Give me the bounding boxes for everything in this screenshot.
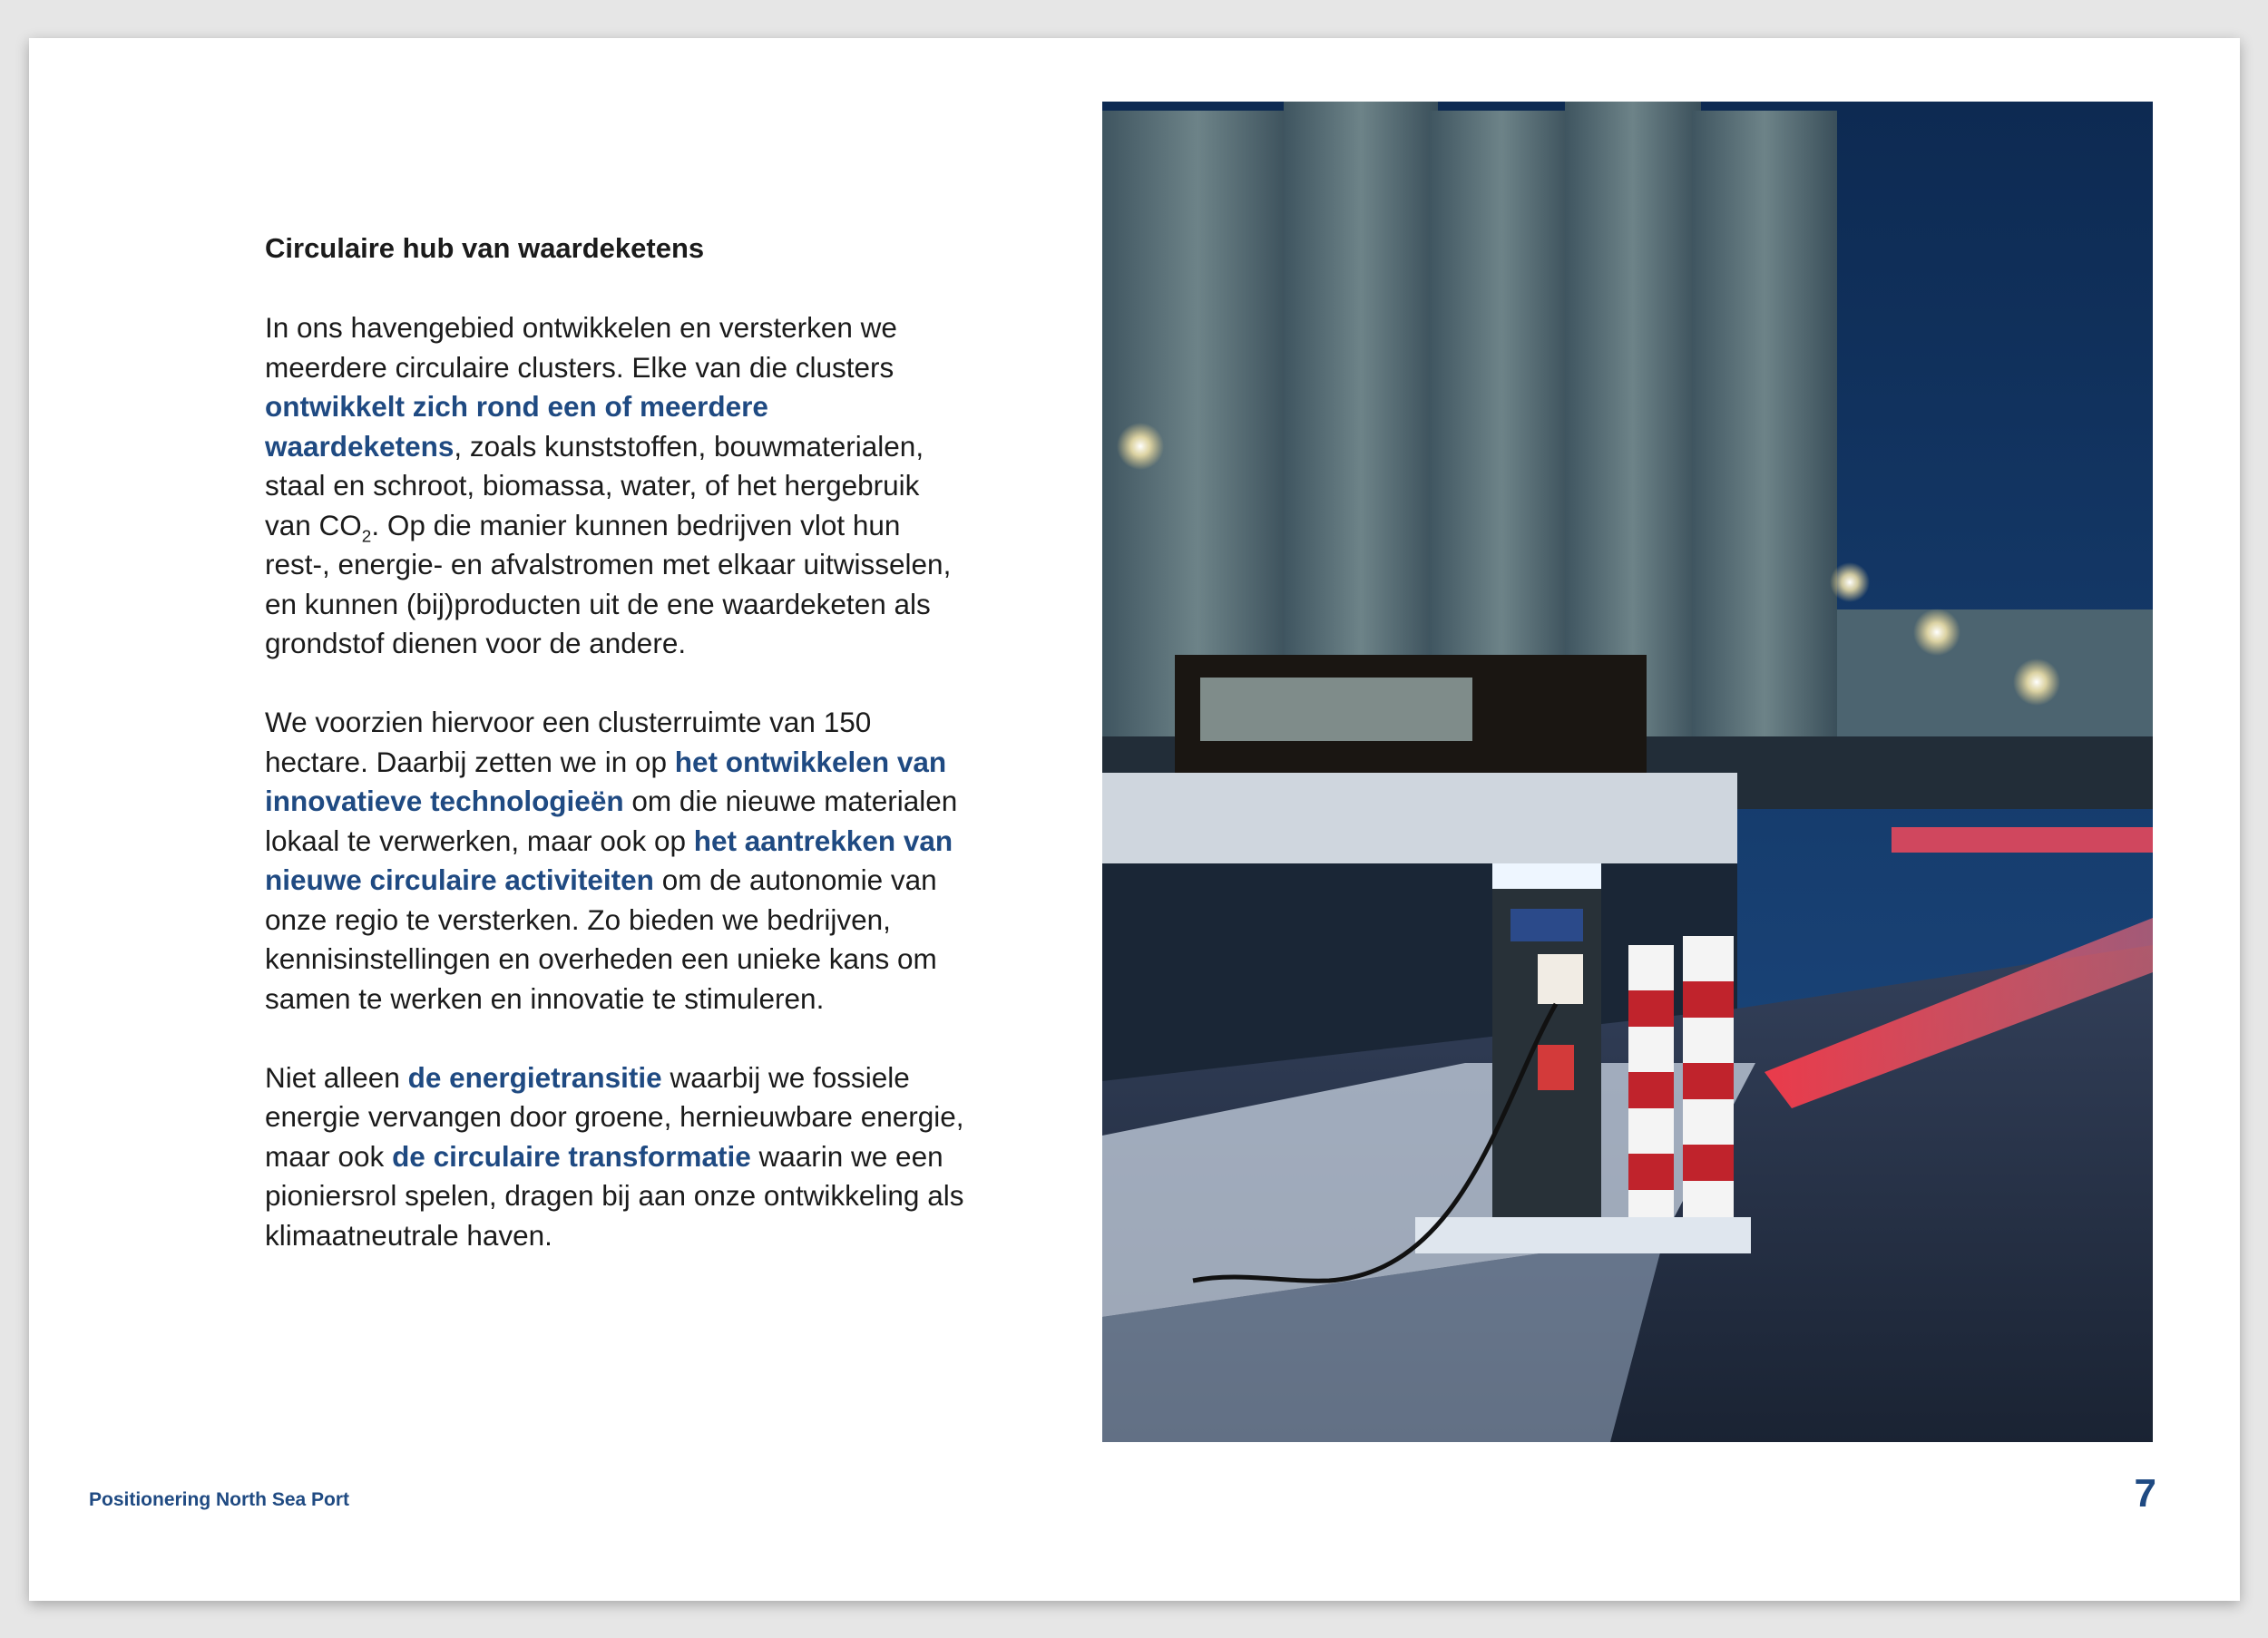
- paragraph-2: [265, 703, 973, 1019]
- paragraph-3: [265, 1058, 973, 1256]
- p3-highlight-1: de energietransitie: [407, 1060, 662, 1094]
- document-page: [29, 38, 2240, 1601]
- document-title-footer: Positionering North Sea Port: [89, 1489, 350, 1510]
- p1-text-d: . Op die manier kunnen bedrijven vlot hun rest-, energie- en afvalstromen met elkaar uitwisselen, en kunnen (bij)producten uit de ene waardeketen als grondstof dienen voor de andere.: [265, 508, 952, 659]
- p2-text-c: om die nieuwe materialen lokaal te verwerken, maar ook op: [265, 785, 958, 857]
- text-column: [265, 229, 973, 1295]
- p3-highlight-2: de circulaire transformatie: [392, 1139, 751, 1173]
- p1-text-c: , zoals kunststoffen, bouwmaterialen, staal en schroot, biomassa, water, of het hergebruik van CO: [265, 429, 924, 541]
- harbor-photo: [1102, 102, 2153, 1442]
- page-number: 7: [2134, 1471, 2156, 1516]
- p3-text-e: waarin we een pioniersrol spelen, dragen bij aan onze ontwikkeling als klimaatneutrale haven.: [265, 1139, 964, 1252]
- p2-highlight-1: het ontwikkelen van innovatieve technologieën: [265, 745, 947, 817]
- p1-text-a: In ons havengebied ontwikkelen en versterken we meerdere circulaire clusters. Elke van die clusters: [265, 311, 897, 384]
- paragraph-1: [265, 308, 973, 664]
- p2-text-e: om de autonomie van onze regio te versterken. Zo bieden we bedrijven, kennisinstellingen en overheden een unieke kans om samen te werken en innovatie te stimuleren.: [265, 863, 937, 1015]
- co2-subscript: 2: [361, 526, 372, 546]
- p2-highlight-2: het aantrekken van nieuwe circulaire activiteiten: [265, 824, 953, 896]
- charging-station-night-scene: [1102, 102, 2153, 1442]
- section-heading: Circulaire hub van waardeketens: [265, 232, 705, 264]
- p1-highlight: ontwikkelt zich rond een of meerdere waardeketens: [265, 390, 768, 463]
- p3-text-a: Niet alleen: [265, 1060, 408, 1094]
- p3-text-c: waarbij we fossiele energie vervangen door groene, hernieuwbare energie, maar ook: [265, 1060, 964, 1173]
- p2-text-a: We voorzien hiervoor een clusterruimte van 150 hectare. Daarbij zetten we in op: [265, 706, 872, 778]
